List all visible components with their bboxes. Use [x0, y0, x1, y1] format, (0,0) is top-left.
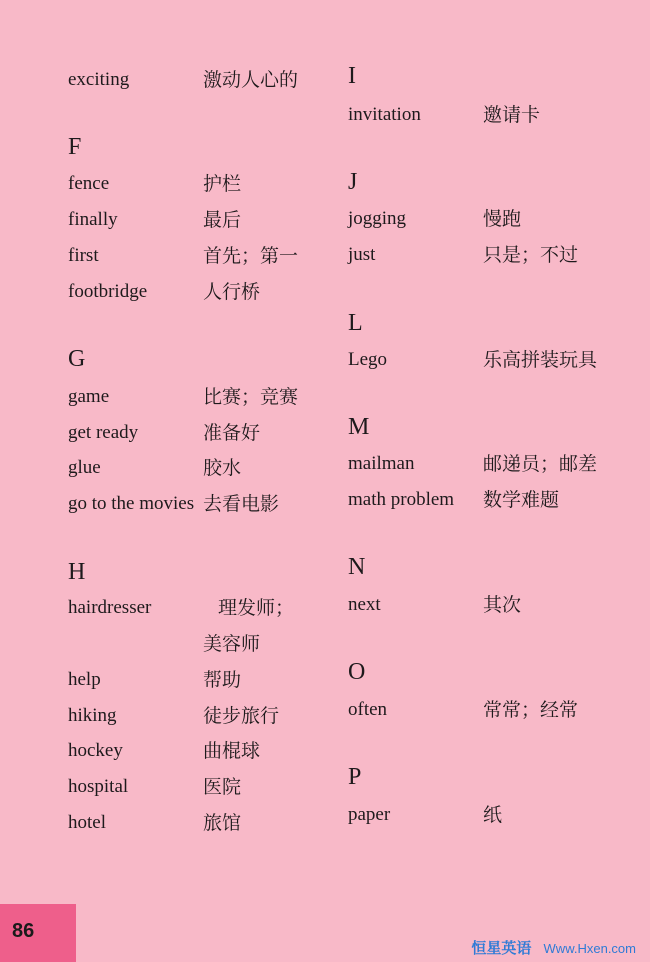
chinese-meaning: 只是；不过 — [483, 244, 579, 266]
english-word: first — [68, 245, 99, 266]
english-word: invitation — [348, 104, 421, 125]
page-number-tab — [0, 904, 76, 962]
english-word: often — [348, 699, 388, 720]
chinese-meaning: 首先；第一 — [203, 245, 299, 267]
section-letter: F — [68, 134, 82, 160]
english-word: glue — [68, 457, 101, 478]
english-word: help — [68, 669, 101, 690]
chinese-meaning: 慢跑 — [483, 208, 522, 230]
chinese-meaning: 护栏 — [203, 173, 242, 195]
chinese-meaning: 邮递员；邮差 — [483, 453, 598, 475]
chinese-meaning: 旅馆 — [203, 812, 242, 834]
english-word: next — [348, 594, 381, 615]
chinese-meaning: 美容师 — [203, 633, 261, 655]
chinese-meaning: 去看电影 — [203, 493, 280, 515]
chinese-meaning: 医院 — [203, 776, 242, 798]
watermark-url: Www.Hxen.com — [543, 941, 636, 956]
chinese-meaning: 准备好 — [203, 422, 261, 444]
english-word: paper — [348, 804, 391, 825]
english-word: math problem — [348, 489, 455, 510]
chinese-meaning: 理发师； — [218, 597, 295, 619]
section-letter: I — [348, 63, 356, 89]
english-word: game — [68, 386, 110, 407]
english-word: hiking — [68, 705, 117, 726]
english-word: mailman — [348, 453, 415, 474]
chinese-meaning: 邀请卡 — [483, 104, 541, 126]
english-word: finally — [68, 209, 118, 230]
section-letter: O — [348, 659, 366, 685]
english-word: hairdresser — [68, 597, 152, 618]
english-word: hockey — [68, 740, 123, 761]
section-letter: L — [348, 310, 363, 336]
section-letter: M — [348, 414, 370, 440]
chinese-meaning: 激动人心的 — [203, 69, 299, 91]
section-letter: P — [348, 764, 362, 790]
section-letter: J — [348, 169, 358, 195]
chinese-meaning: 徒步旅行 — [203, 705, 280, 727]
english-word: hotel — [68, 812, 106, 833]
section-letter: H — [68, 559, 86, 585]
chinese-meaning: 帮助 — [203, 669, 242, 691]
english-word: go to the movies — [68, 493, 195, 514]
chinese-meaning: 胶水 — [203, 457, 242, 479]
section-letter: G — [68, 346, 86, 372]
english-word: hospital — [68, 776, 129, 797]
english-word: Lego — [348, 349, 388, 370]
english-word: jogging — [348, 208, 407, 229]
english-word: footbridge — [68, 281, 148, 302]
chinese-meaning: 其次 — [483, 594, 522, 616]
chinese-meaning: 纸 — [483, 804, 503, 826]
english-word: get ready — [68, 422, 139, 443]
watermark-text: 恒星英语 — [471, 940, 532, 957]
chinese-meaning: 乐高拼装玩具 — [483, 349, 598, 371]
chinese-meaning: 数学难题 — [483, 489, 560, 511]
section-letter: N — [348, 554, 366, 580]
chinese-meaning: 人行桥 — [203, 281, 261, 303]
page-number: 86 — [12, 920, 35, 942]
chinese-meaning: 比赛；竞赛 — [203, 386, 299, 408]
english-word: exciting — [68, 69, 130, 90]
chinese-meaning: 最后 — [203, 209, 242, 231]
chinese-meaning: 曲棍球 — [203, 740, 261, 762]
watermark — [471, 937, 636, 958]
english-word: just — [348, 244, 376, 265]
english-word: fence — [68, 173, 110, 194]
chinese-meaning: 常常；经常 — [483, 699, 579, 721]
